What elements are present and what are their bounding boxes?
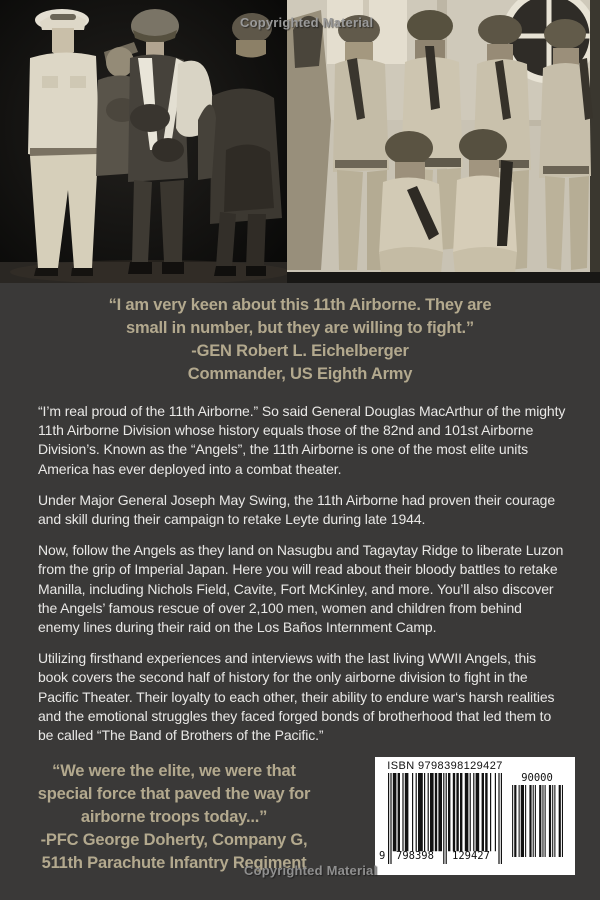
quote-attribution: 511th Parachute Infantry Regiment (41, 854, 307, 872)
ean5-supplement-barcode (511, 785, 563, 857)
quote-attribution: -GEN Robert L. Eichelberger (191, 342, 409, 360)
photo-night-inspection (0, 0, 287, 283)
quote-attribution: -PFC George Doherty, Company G, (40, 831, 308, 849)
isbn-barcode-block (375, 757, 575, 875)
paragraph-macarthur: “I’m real proud of the 11th Airborne.” So said General Douglas MacArthur of the mighty 11th Airborne Division whose history equals those of the 82nd and 101st Airborne Division’s. Known as the “Angels”, the 11th Airborne is one of the most elite units America has ever deployed into a combat theater. (38, 403, 566, 477)
quote-line: “I am very keen about this 11th Airborne. They are (108, 296, 492, 314)
barcode-digit-group2: 129427 (452, 850, 490, 862)
quote-line: “We were the elite, we were that (52, 762, 296, 780)
quote-line: airborne troops today...” (80, 808, 268, 826)
paragraph-luzon: Now, follow the Angels as they land on Nasugbu and Tagaytay Ridge to liberate Luzon from the grip of Imperial Japan. Here you will read about their bloody battles to retake Manilla, including Nichols Field, Cavite, Fort McKinley, and more. You’ll also discover the Angels’ famous rescue of over 2,100 men, women and children from behind enemy lines during their raid on the Los Baños Internment Camp. (38, 542, 564, 636)
copyright-watermark-bottom: Copyrighted Material (244, 863, 378, 878)
quote-attribution: Commander, US Eighth Army (187, 365, 413, 383)
doherty-quote (4, 760, 344, 875)
quote-line: small in number, but they are willing to fight.” (126, 319, 474, 337)
synopsis-text (38, 402, 566, 757)
barcode-supplement-label: 90000 (521, 772, 553, 784)
paragraph-brotherhood: Utilizing firsthand experiences and interviews with the last living WWII Angels, this book covers the second half of history for the only airborne division to fight in the Pacific Theater. Their loyalty to each other, their ability to endure war‘s harsh realities and the emotional struggles they faced forged bonds of brotherhood that led them to be called “The Band of Brothers of the Pacific.” (38, 650, 555, 744)
paragraph-swing: Under Major General Joseph May Swing, the 11th Airborne had proven their courage and skill during their campaign to retake Leyte during late 1944. (38, 491, 556, 528)
isbn-label: ISBN 9798398129427 (387, 760, 503, 772)
barcode-digit-group1: 798398 (396, 850, 434, 862)
barcode-digit-lead: 9 (379, 850, 386, 862)
eichelberger-quote (0, 294, 600, 386)
photo-soldier-group (287, 0, 600, 283)
copyright-watermark-top: Copyrighted Material (240, 15, 374, 30)
quote-line: special force that paved the way for (37, 785, 311, 803)
photo-strip (0, 0, 600, 283)
